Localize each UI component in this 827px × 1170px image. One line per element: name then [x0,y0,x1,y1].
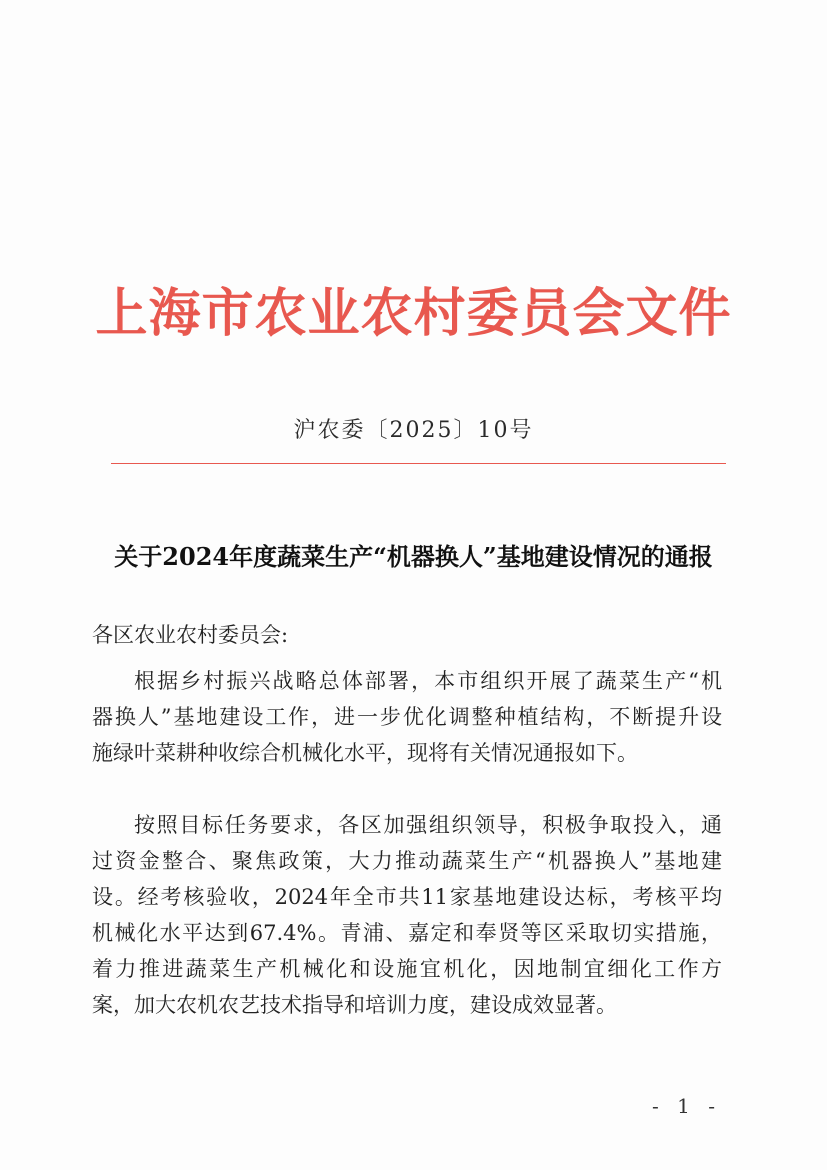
paragraph-1 [92,666,722,774]
paragraph-2 [92,810,722,1026]
paragraph-line: 设。经考核验收，2024年全市共11家基地建设达标，考核平均 [92,885,722,909]
paragraph-line: 过资金整合、聚焦政策，大力推动蔬菜生产“机器换人”基地建 [92,849,722,873]
paragraph-line: 施绿叶菜耕种收综合机械化水平，现将有关情况通报如下。 [92,741,638,765]
paragraph-line: 着力推进蔬菜生产机械化和设施宜机化，因地制宜细化工作方 [92,957,722,981]
masthead-title: 上海市农业农村委员会文件 [95,283,732,344]
salutation: 各区农业农村委员会: [92,623,289,647]
paragraph-line: 按照目标任务要求，各区加强组织领导，积极争取投入，通 [134,813,722,837]
red-divider-rule [111,463,726,464]
paragraph-line: 器换人”基地建设工作，进一步优化调整种植结构，不断提升设 [92,705,722,729]
document-number: 沪农委〔2025〕10号 [293,418,534,443]
page-number: - 1 - [652,1094,721,1118]
paragraph-line: 案，加大农机农艺技术指导和培训力度，建设成效显著。 [92,993,617,1017]
paragraph-line: 根据乡村振兴战略总体部署，本市组织开展了蔬菜生产“机 [134,669,722,693]
document-title: 关于2024年度蔬菜生产“机器换人”基地建设情况的通报 [114,542,713,571]
paragraph-line: 机械化水平达到67.4%。青浦、嘉定和奉贤等区采取切实措施， [92,921,722,945]
